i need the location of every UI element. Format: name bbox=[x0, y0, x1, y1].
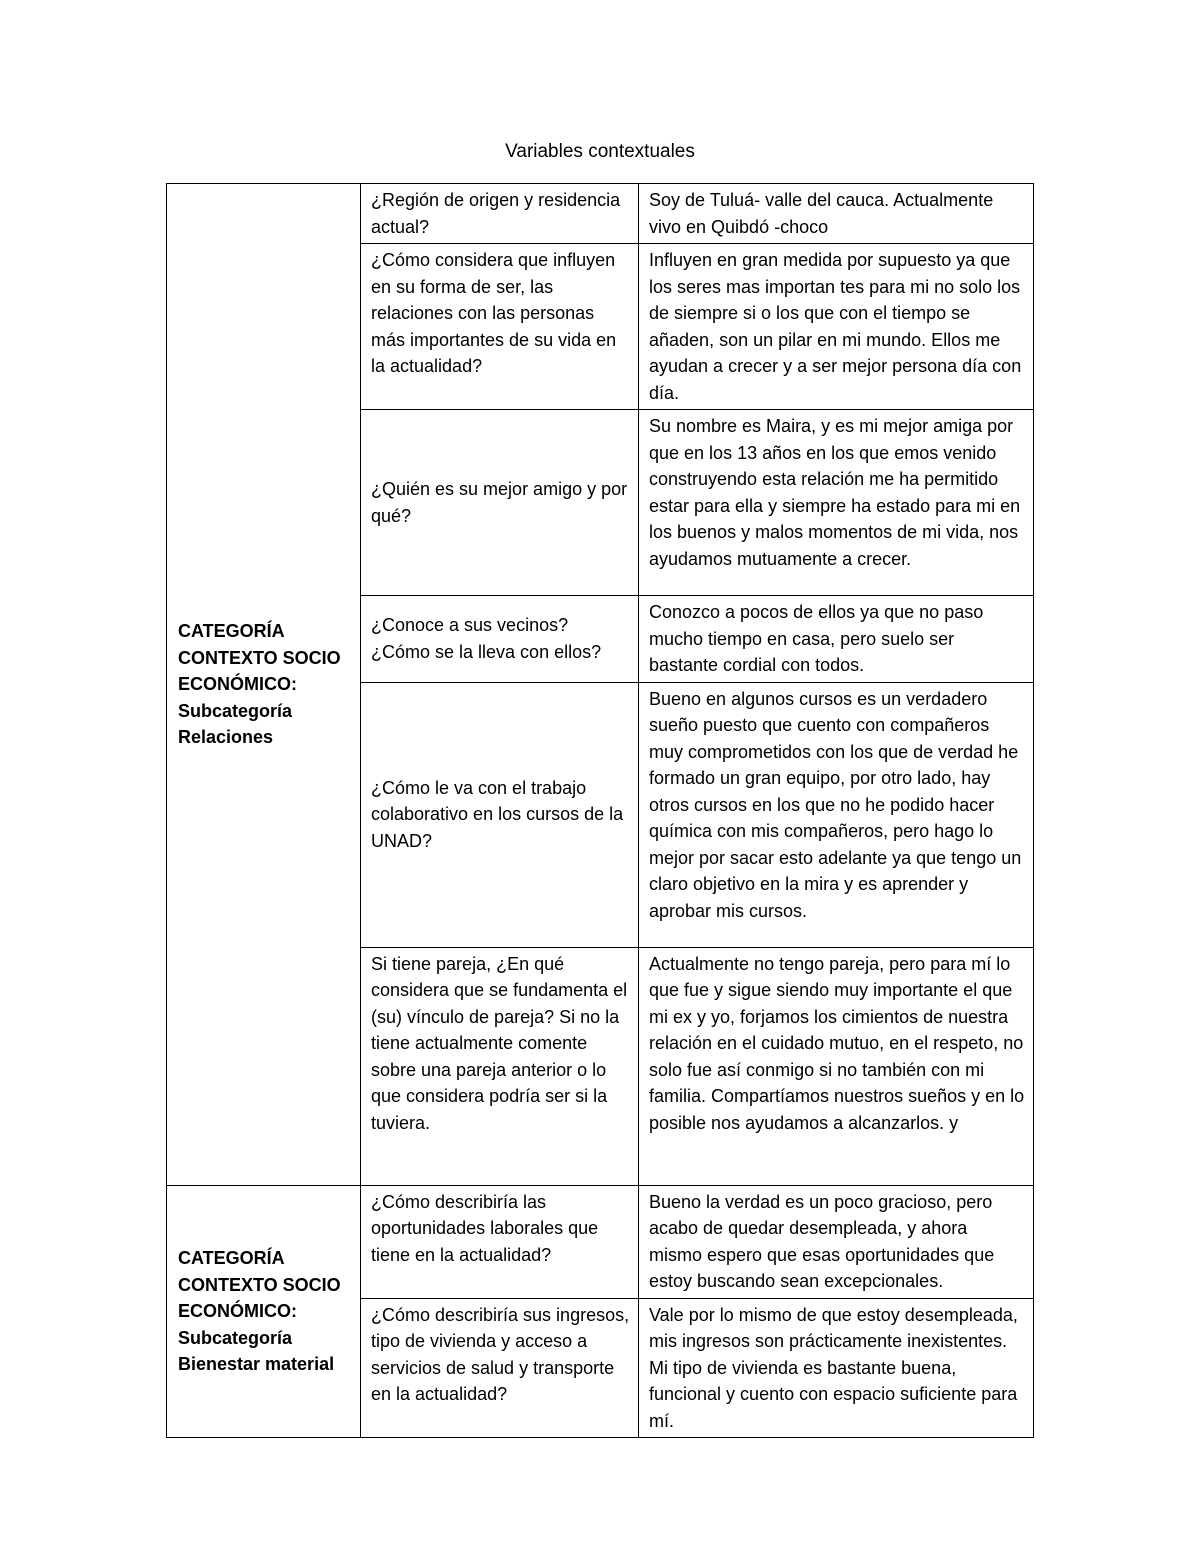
subcategory-name: Relaciones bbox=[178, 727, 274, 747]
category-label: ECONÓMICO: bbox=[178, 1301, 297, 1321]
question-cell: ¿Región de origen y residencia actual? bbox=[361, 184, 639, 244]
category-cell-relaciones bbox=[167, 184, 361, 1186]
question-cell: ¿Cómo describiría las oportunidades laborales que tiene en la actualidad? bbox=[361, 1185, 639, 1298]
question-cell: ¿Quién es su mejor amigo y por qué? bbox=[361, 410, 639, 596]
subcategory-name: Bienestar material bbox=[178, 1354, 335, 1374]
category-label: ECONÓMICO: bbox=[178, 674, 297, 694]
category-label: CONTEXTO SOCIO bbox=[178, 1274, 341, 1295]
category-label: CATEGORÍA bbox=[178, 1248, 285, 1268]
question-cell: ¿Cómo considera que influyen en su forma de ser, las relaciones con las personas más importantes de su vida en la actualidad? bbox=[361, 244, 639, 410]
answer-cell: Actualmente no tengo pareja, pero para mí lo que fue y sigue siendo muy importante el que mi ex y yo, forjamos los cimientos de nuestra relación en el cuidado mutuo, en el respeto, no solo fue así conmigo si no también con mi familia. Compartíamos nuestros sueños y en lo posible nos ayudamos a alcanzarlos. y bbox=[639, 947, 1034, 1185]
table-row bbox=[167, 184, 1034, 244]
answer-cell: Soy de Tuluá- valle del cauca. Actualmente vivo en Quibdó -choco bbox=[639, 184, 1034, 244]
answer-cell: Vale por lo mismo de que estoy desempleada, mis ingresos son prácticamente inexistentes. Mi tipo de vivienda es bastante buena, funcional y cuento con espacio suficiente para mí. bbox=[639, 1298, 1034, 1438]
table-row bbox=[167, 1185, 1034, 1298]
question-cell: ¿Conoce a sus vecinos? ¿Cómo se la lleva con ellos? bbox=[361, 596, 639, 683]
subcategory-label: Subcategoría bbox=[178, 700, 293, 721]
answer-cell: Bueno en algunos cursos es un verdadero sueño puesto que cuento con compañeros muy comprometidos con los que de verdad he formado un gran equipo, por otro lado, hay otros cursos en los que no he podido hacer química con mis compañeros, pero hago lo mejor por sacar esto adelante ya que tengo un claro objetivo en la mira y es aprender y aprobar mis cursos. bbox=[639, 682, 1034, 947]
question-cell: Si tiene pareja, ¿En qué considera que se fundamenta el (su) vínculo de pareja? Si no la tiene actualmente comente sobre una pareja anterior o lo que considera podría ser si la tuviera. bbox=[361, 947, 639, 1185]
document-title: Variables contextuales bbox=[505, 141, 695, 162]
answer-cell: Influyen en gran medida por supuesto ya que los seres mas importan tes para mi no solo los de siempre si o los que con el tiempo se añaden, son un pilar en mi mundo. Ellos me ayudan a crecer y a ser mejor persona día con día. bbox=[639, 244, 1034, 410]
subcategory-label: Subcategoría bbox=[178, 1327, 293, 1348]
answer-cell: Su nombre es Maira, y es mi mejor amiga por que en los 13 años en los que emos venido construyendo esta relación me ha permitido estar para ella y siempre ha estado para mi en los buenos y malos momentos de mi vida, nos ayudamos mutuamente a crecer. bbox=[639, 410, 1034, 596]
answer-cell: Bueno la verdad es un poco gracioso, pero acabo de quedar desempleada, y ahora mismo espero que esas oportunidades que estoy buscando sean excepcionales. bbox=[639, 1185, 1034, 1298]
category-label: CATEGORÍA bbox=[178, 621, 285, 641]
category-label: CONTEXTO SOCIO bbox=[178, 647, 341, 668]
question-cell: ¿Cómo describiría sus ingresos, tipo de vivienda y acceso a servicios de salud y transporte en la actualidad? bbox=[361, 1298, 639, 1438]
category-cell-bienestar-material bbox=[167, 1185, 361, 1438]
answer-cell: Conozco a pocos de ellos ya que no paso mucho tiempo en casa, pero suelo ser bastante cordial con todos. bbox=[639, 596, 1034, 683]
contextual-variables-table bbox=[166, 183, 1034, 1438]
question-cell: ¿Cómo le va con el trabajo colaborativo en los cursos de la UNAD? bbox=[361, 682, 639, 947]
